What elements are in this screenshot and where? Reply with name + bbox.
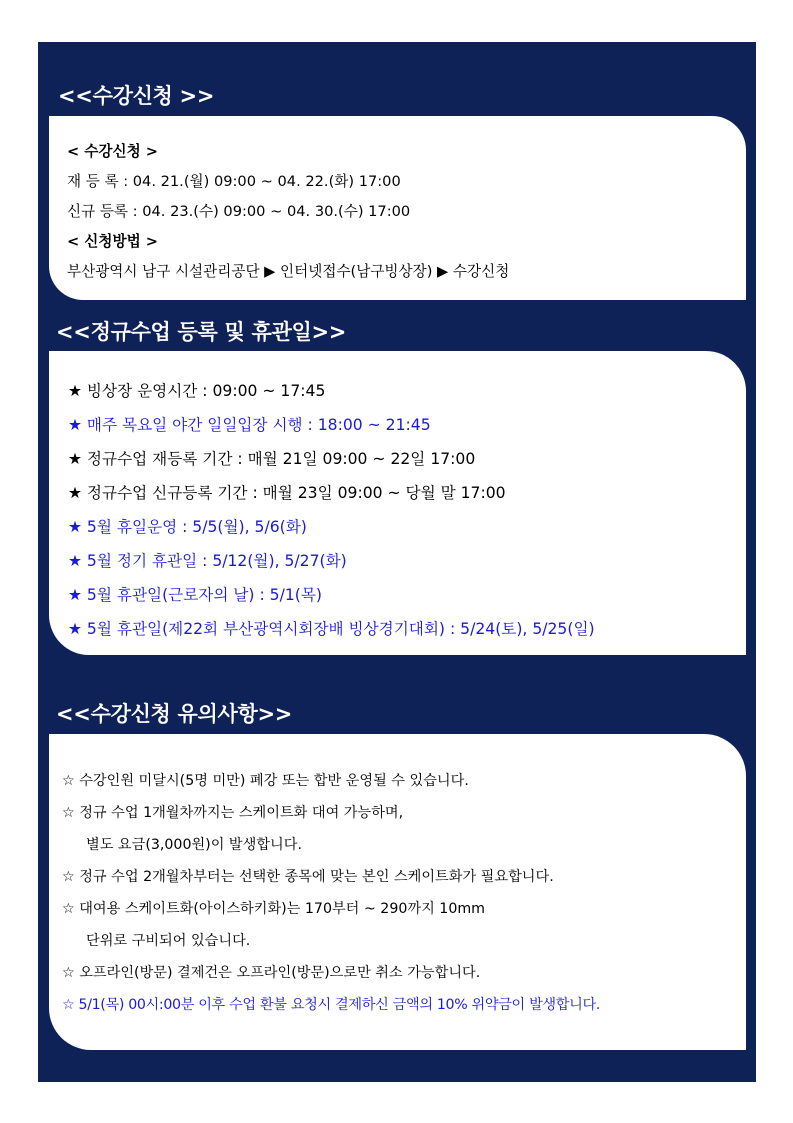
regular-re-registration: ★ 정규수업 재등록 기간 : 매월 21일 09:00 ~ 22일 17:00 [68,450,476,468]
re-registration-period: 재 등 록 : 04. 21.(월) 09:00 ~ 04. 22.(화) 17:00 [67,173,401,190]
notice-min-enrollment: ☆ 수강인원 미달시(5명 미만) 폐강 또는 합반 운영될 수 있습니다. [62,773,469,789]
operating-hours: ★ 빙상장 운영시간 : 09:00 ~ 17:45 [68,382,326,400]
notice-own-skates: ☆ 정규 수업 2개월차부터는 선택한 종목에 맞는 본인 스케이트화가 필요합니다. [62,869,554,885]
application-method-path: 부산광역시 남구 시설관리공단 ▶ 인터넷접수(남구빙상장) ▶ 수강신청 [67,263,510,280]
notice-offline-cancel: ☆ 오프라인(방문) 결제건은 오프라인(방문)으로만 취소 가능합니다. [62,965,481,981]
notices-heading: <<수강신청 유의사항>> [56,702,293,726]
notice-skate-rental: ☆ 정규 수업 1개월차까지는 스케이트화 대여 가능하며, [62,805,404,821]
may-competition-closure: ★ 5월 휴관일(제22회 부산광역시회장배 빙상경기대회) : 5/24(토), 5/25(일) [68,620,595,638]
notices-panel [49,734,746,1050]
notice-size-increment: 단위로 구비되어 있습니다. [86,933,251,949]
regular-new-registration: ★ 정규수업 신규등록 기간 : 매월 23일 09:00 ~ 당월 말 17:00 [68,484,506,502]
schedule-panel [49,351,746,655]
new-registration-period: 신규 등록 : 04. 23.(수) 09:00 ~ 04. 30.(수) 17:00 [67,203,411,220]
may-holiday-operation: ★ 5월 휴일운영 : 5/5(월), 5/6(화) [68,518,307,536]
schedule-heading: <<정규수업 등록 및 휴관일>> [56,320,347,344]
may-regular-closure: ★ 5월 정기 휴관일 : 5/12(월), 5/27(화) [68,552,347,570]
may-labor-day-closure: ★ 5월 휴관일(근로자의 날) : 5/1(목) [68,586,323,604]
thursday-night-entry: ★ 매주 목요일 야간 일일입장 시행 : 18:00 ~ 21:45 [68,416,431,434]
notice-refund-penalty: ☆ 5/1(목) 00시:00분 이후 수업 환불 요청시 결제하신 금액의 10% 위약금이 발생합니다. [62,997,601,1013]
notice-rental-fee: 별도 요금(3,000원)이 발생합니다. [86,837,302,853]
application-method-subtitle: < 신청방법 > [67,233,159,250]
notice-rental-sizes: ☆ 대여용 스케이트화(아이스하키화)는 170부터 ~ 290까지 10mm [62,901,485,917]
registration-panel [49,116,746,300]
registration-heading: <<수강신청 >> [58,84,215,108]
registration-subtitle: < 수강신청 > [67,143,159,160]
